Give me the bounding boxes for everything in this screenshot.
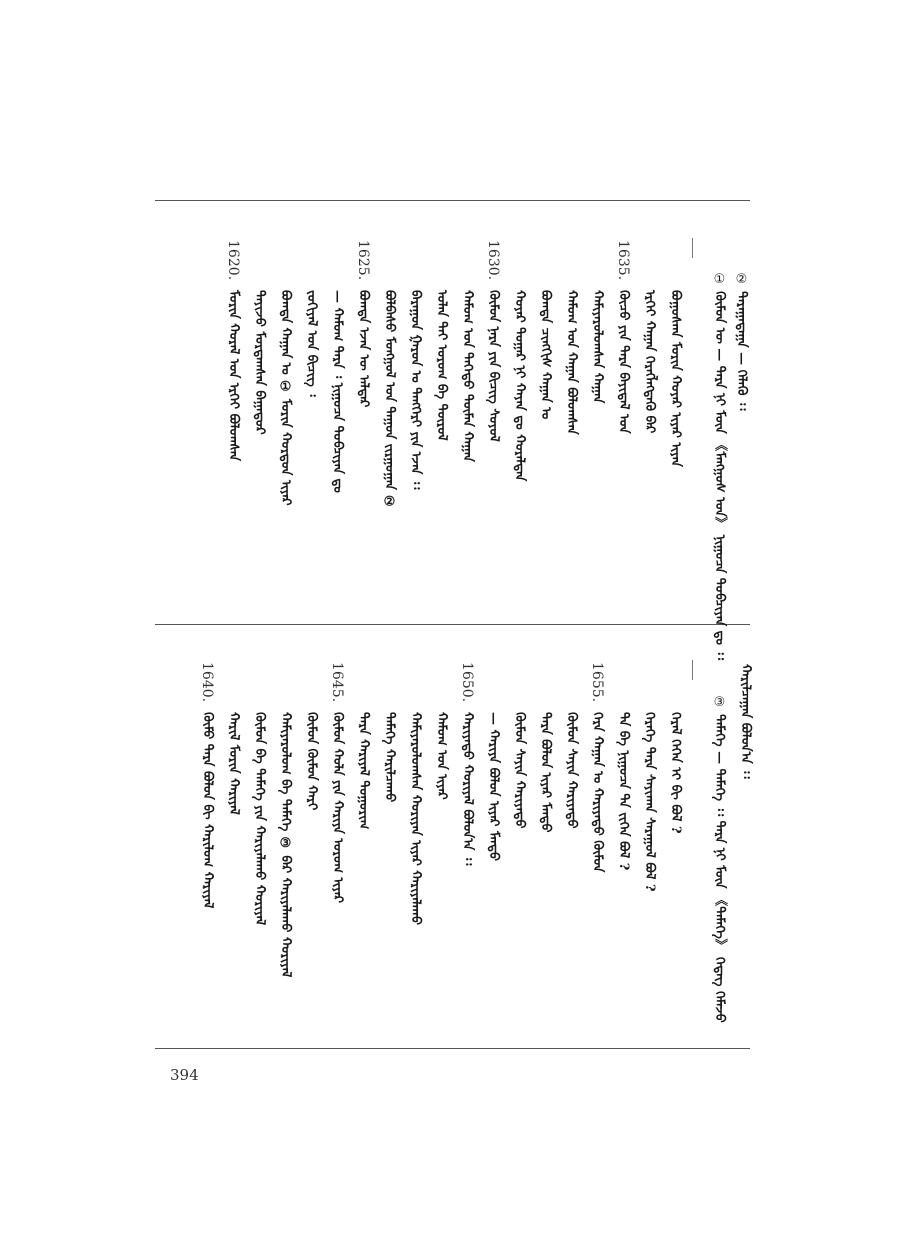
verse-line: ᠡᠷᠬᠡᠢ ᠬᠠᠭᠠᠨ ᠬᠡᠷᠡᠭᠯᠡᠭᠳᠡᠬᠦ ᠪᠠᠷ	[642, 290, 657, 434]
top-rule	[155, 200, 750, 201]
middle-rule	[155, 624, 750, 625]
footnote-line	[734, 664, 756, 779]
verse-line: ᠲᠡᠷᠡ ᠪᠣᠯᠤᠨ ᠢᠶᠠᠷ ᠮᠠᠨᠳᠤ	[538, 712, 553, 833]
verse-line: ᠲᠡᠮᠡᠭᠡ ᠬᠠᠷᠢᠯᠴᠠᠬᠤ	[382, 712, 397, 803]
verse-line: ᠬᠡᠷᠡ ᠬᠠᠭᠠᠨ ᠤ ᠬᠠᠷᠢᠶᠠᠲᠤ ᠬᠦᠮᠦᠨ	[590, 712, 605, 873]
verse-line: ᠬᠠᠮᠢᠶᠠᠷᠤᠯᠤᠭ ᠪᠡ ᠲᠡᠮᠡᠭᠡ ③ ᠪᠠᠷ ᠬᠠᠷᠢᠶᠠᠯᠠᠬᠤ ᠬᠣᠷᠢᠶᠠᠯ	[278, 712, 293, 978]
verse-line: ᠬᠦᠮᠦ ᠲᠡᠷᠡ ᠪᠣᠯᠤᠨ ᠪᠢ ᠬᠠᠷᠢᠯᠤᠭ ᠬᠠᠷᠢᠶᠠᠯ	[200, 712, 215, 909]
verse-line: ᠵᠣᠬᠢᠶᠠᠯ ᠤᠨ ᠪᠢᠴᠢᠭ ᠄	[304, 290, 319, 397]
line-number: 1625.	[355, 240, 371, 281]
footnote-marker: ①	[712, 272, 727, 287]
footnote-line	[708, 695, 730, 1023]
line-number: 1645.	[329, 662, 345, 703]
verse-line: ᠪᠣᠭᠳᠠ ᠬᠠᠭᠠᠨ ᠤ ① ᠮᠣᠷᠢᠨ ᠬᠤᠷᠳᠤᠨ ᠢᠶᠠᠷ	[278, 290, 293, 506]
verse-line: ᠲᠡᠷᠡ ᠬᠠᠷᠢᠶᠠᠯ ᠲᠣᠭᠤᠷᠢᠭ	[356, 712, 371, 830]
footnote-line	[708, 272, 730, 660]
verse-line: ᠬᠦᠮᠦᠨ ᠰᠠᠶᠢᠨ ᠬᠠᠷᠢᠶᠠᠲᠤ	[564, 712, 579, 829]
footnote-text: ᠬᠠᠷᠢᠯᠴᠠᠭᠠᠨ ᠪᠣᠯᠤᠨ᠎ᠠ ᠄᠄	[738, 664, 753, 779]
page-number: 394	[170, 1066, 199, 1084]
verse-line: ᠬᠦᠮᠦᠨ ᠬᠣᠯᠠ ᠶᠢᠨ ᠬᠠᠷᠢᠶᠠ ᠤᠷᠤᠭ ᠢᠶᠠᠷ	[330, 712, 345, 903]
footnote-text: ᠬᠦᠮᠦᠨ ᠦ — ᠲᠡᠷᠡ ᠨᠢ ᠮᠦᠨ 《ᠮᠠᠩᠭᠤᠰ ᠤᠨ》 ᠨᠢᠭᠤᠴᠠ ᠲᠣᠪᠴᠢᠶᠠᠨ ᠳᠤ ᠄᠄	[712, 291, 727, 661]
verse-line: ᠪᠣᠭᠣᠰᠬᠠ ᠮᠣᠷᠢᠨ ᠬᠣᠶᠠᠷ ᠢᠶᠠᠷ ᠢᠶᠠᠨ	[668, 290, 683, 467]
line-number: 1635.	[615, 240, 631, 281]
footnote-marker: ③	[712, 695, 727, 710]
verse-line: ᠲᠡ ᠪᠡ ᠨᠢᠭᠤᠴᠠ ᠲᠡ ᠵᠢᠭᠡᠨ ᠪᠣᠯ ?	[616, 712, 631, 871]
verse-line: ᠬᠦᠮᠦᠨ ᠨᠡᠷᠡ ᠶᠢᠨ ᠪᠢᠴᠢᠭ ᠰᠣᠶᠣᠯ	[486, 290, 501, 442]
verse-line: ᠬᠠᠮᠢᠶᠠᠷᠤᠯᠤᠭᠰᠠᠨ ᠬᠤᠷᠢᠶᠠᠨ ᠢᠶᠠᠷ ᠬᠠᠷᠢᠶᠠᠯᠠᠬᠤ	[408, 712, 423, 925]
footnote-line	[730, 272, 752, 410]
verse-line: ᠪᠣᠯᠪᠠᠰᠤ ᠮᠣᠩᠭᠣᠯ ᠤᠨ ᠳᠠᠭᠤᠨ ᠵᠢᠷᠭᠤᠭᠠᠨ ②	[382, 290, 397, 510]
line-number: 1620.	[225, 240, 241, 281]
verse-line: ᠬᠠᠮᠤᠭ ᠤᠨ ᠳᠡᠭᠡᠳᠦ ᠲᠦᠮᠡᠨ ᠬᠠᠭᠠᠨ	[460, 290, 475, 462]
bottom-footnote-rule	[692, 660, 693, 680]
verse-line: — ᠬᠠᠷᠢᠶᠠ ᠪᠣᠯᠤᠨ ᠢᠶᠠᠷ ᠮᠠᠨᠳᠤ	[486, 712, 501, 861]
footnote-text: ᠳᠠᠷᠠᠭᠠᠳᠠᠭᠠ — ᠬᠡᠯᠡᠬᠦ ᠄᠄	[734, 291, 749, 411]
verse-line: ᠬᠦᠮᠦᠨ ᠬᠦᠮᠦᠨ ᠬᠠᠷᠢ	[304, 712, 319, 811]
verse-line: ᠲᠠᠶᠢᠵᠤ ᠮᠣᠷᠳᠠᠭᠰᠠᠨ ᠪᠠᠭᠠᠲᠤᠷ	[252, 290, 267, 435]
verse-line: ᠭᠡᠷᠡᠭᠡ ᠲᠡᠷᠡ ᠰᠠᠶᠢᠬᠠᠨ ᠰᠠᠷᠠᠭᠤᠯ ᠪᠣᠯ ?	[642, 712, 657, 892]
verse-line: ᠮᠣᠷᠢᠨ ᠬᠤᠷᠠᠯ ᠤᠨ ᠡᠷᠬᠡᠢ ᠪᠣᠯᠤᠭᠰᠠᠨ	[226, 290, 241, 462]
verse-line: ᠬᠠᠷᠢᠶᠠᠲᠤ ᠬᠣᠷᠢᠶᠠᠯ ᠪᠣᠯᠤᠨ᠎ᠠ ᠄᠄	[460, 712, 475, 866]
footnote-text: ᠲᠡᠮᠡᠭᠡ — ᠲᠡᠮᠡᠭᠡ ᠄᠄ ᠲᠡᠷᠡ ᠨᠢ ᠮᠦᠨ 《ᠲᠡᠮᠡᠭᠡ》 ᠭᠡᠳᠡᠭ ᠬᠡᠮᠡᠵᠦ	[712, 714, 727, 1023]
verse-line: ᠪᠠᠷᠠᠭᠤᠨ ᠭᠠᠷᠤᠨ ᠤ ᠲᠡᠩᠭᠡᠷᠢ ᠶᠢᠨ ᠡᠵᠡᠨ ᠄᠄	[408, 290, 423, 490]
verse-line: — ᠬᠠᠮᠤᠭ ᠲᠡᠷᠡ ᠄ ᠨᠢᠭᠤᠴᠠ ᠲᠣᠪᠴᠢᠶᠠᠨ ᠳᠤ	[330, 290, 345, 493]
verse-line: ᠬᠠᠮᠤᠭ ᠤᠨ ᠢᠶᠠᠷ	[434, 712, 449, 800]
verse-line: ᠪᠣᠭᠳᠠ ᠡᠵᠡᠨ ᠦ ᠠᠯᠳᠠᠷ	[356, 290, 371, 408]
verse-line: ᠬᠠᠷᠢᠯ ᠮᠣᠷᠢᠨ ᠬᠠᠷᠢᠶᠠᠯ	[226, 712, 241, 815]
verse-line: ᠬᠦᠮᠦᠨ ᠪᠡ ᠲᠡᠮᠡᠭᠡ ᠶᠢᠨ ᠬᠠᠷᠢᠶᠠᠯᠠᠬᠤ ᠬᠣᠷᠢᠶᠠᠯ	[252, 712, 267, 926]
verse-line: ᠬᠦᠴᠦ ᠶᠢᠨ ᠲᠡᠷᠡ ᠪᠠᠶᠢᠳᠠᠯ ᠤᠨ	[616, 290, 631, 434]
bottom-rule	[155, 1048, 750, 1049]
line-number: 1655.	[589, 662, 605, 703]
footnote-marker: ②	[734, 272, 749, 287]
verse-line: ᠬᠦᠮᠦᠨ ᠰᠠᠶᠢᠨ ᠬᠠᠷᠢᠶᠠᠲᠤ	[512, 712, 527, 829]
verse-line: ᠬᠠᠮᠤᠭ ᠤᠨ ᠬᠠᠭᠠᠨ ᠪᠣᠯᠤᠭᠰᠠᠨ	[564, 290, 579, 435]
line-number: 1640.	[199, 662, 215, 703]
verse-line: ᠪᠣᠭᠳᠠ ᠴᠢᠩᠭᠢᠰ ᠬᠠᠭᠠᠨ ᠤ	[538, 290, 553, 420]
verse-line: ᠣᠯᠠᠨ ᠲᠠᠶ ᠤᠷᠤᠭ ᠪᠠ ᠲᠥᠷᠥᠯ	[434, 290, 449, 441]
verse-line: ᠭᠡᠷᠡᠯ ᠭᠡᠭᠡᠨ ᠢ ᠪᠢ ᠪᠣᠯ ?	[668, 712, 683, 834]
verse-line: ᠬᠣᠶᠠᠷ ᠳᠤᠭᠠᠷ ᠨᠢ ᠬᠠᠶᠠᠨ ᠳᠤ ᠬᠤᠷᠠᠯᠳᠠᠨ	[512, 290, 527, 482]
line-number: 1630.	[485, 240, 501, 281]
line-number: 1650.	[459, 662, 475, 703]
verse-line: ᠬᠠᠮᠢᠶᠠᠷᠤᠯᠤᠭᠰᠠᠨ ᠬᠠᠭᠠᠨ	[590, 290, 605, 404]
top-footnote-rule	[692, 238, 693, 258]
